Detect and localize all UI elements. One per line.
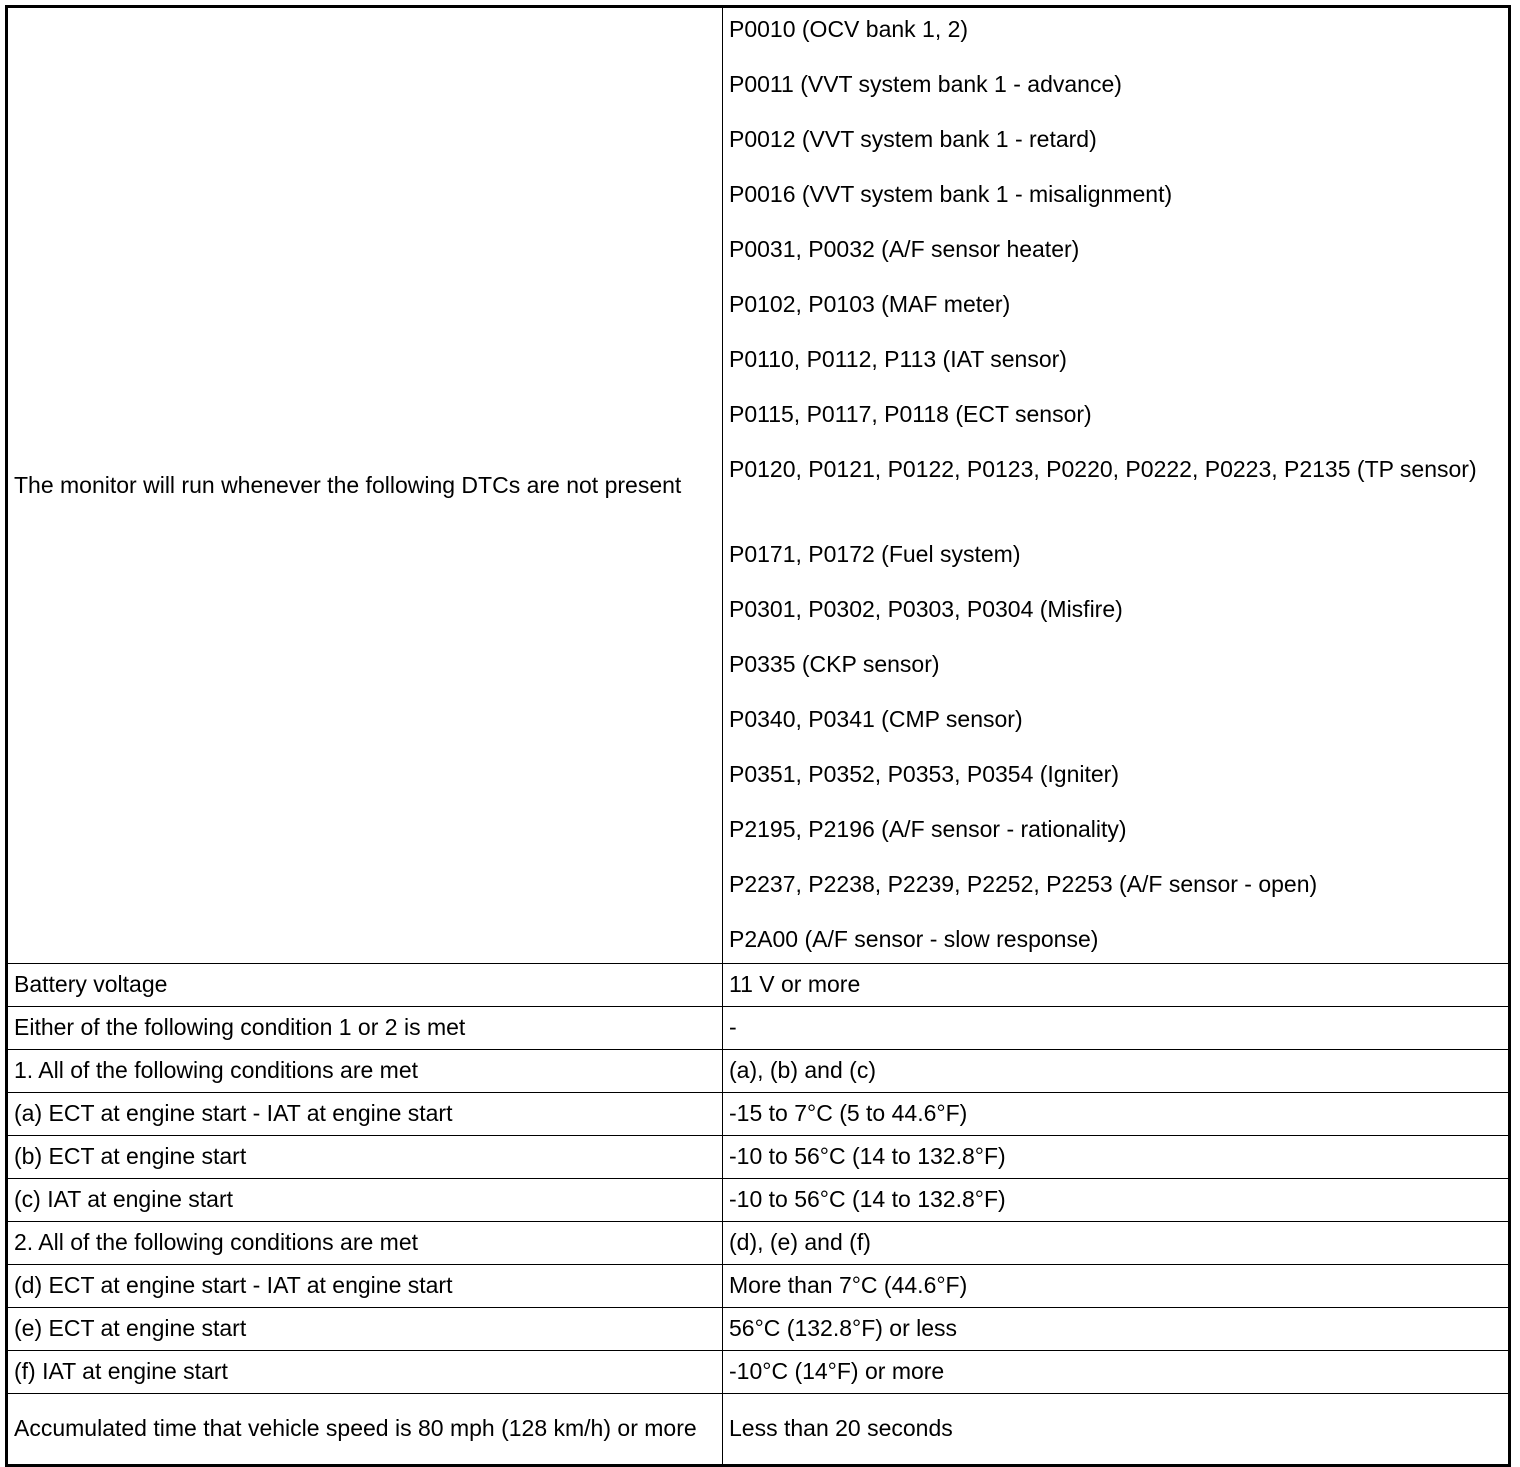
- table-row: [7, 1093, 1510, 1136]
- monitor-conditions-table: [5, 5, 1511, 1467]
- dtc-item: P0301, P0302, P0303, P0304 (Misfire): [729, 596, 1123, 622]
- condition-value: -10 to 56°C (14 to 132.8°F): [723, 1179, 1510, 1222]
- condition-value: 11 V or more: [723, 964, 1510, 1007]
- dtc-item: P0102, P0103 (MAF meter): [729, 291, 1011, 317]
- condition-value: Less than 20 seconds: [723, 1394, 1510, 1466]
- dtc-list: [729, 8, 1502, 963]
- condition-label: (d) ECT at engine start - IAT at engine start: [7, 1265, 723, 1308]
- condition-label: (b) ECT at engine start: [7, 1136, 723, 1179]
- condition-value: (a), (b) and (c): [723, 1050, 1510, 1093]
- condition-label: 2. All of the following conditions are met: [7, 1222, 723, 1265]
- dtc-item: P0351, P0352, P0353, P0354 (Igniter): [729, 761, 1120, 787]
- dtc-item: P0010 (OCV bank 1, 2): [729, 16, 969, 42]
- table-row: [7, 964, 1510, 1007]
- condition-value: -15 to 7°C (5 to 44.6°F): [723, 1093, 1510, 1136]
- dtc-list-cell: [723, 7, 1510, 964]
- condition-label: Accumulated time that vehicle speed is 80 mph (128 km/h) or more: [7, 1394, 723, 1466]
- condition-value: (d), (e) and (f): [723, 1222, 1510, 1265]
- dtc-item: P0115, P0117, P0118 (ECT sensor): [729, 401, 1092, 427]
- dtc-item: P0016 (VVT system bank 1 - misalignment): [729, 181, 1173, 207]
- table-row: [7, 1007, 1510, 1050]
- condition-label: Battery voltage: [7, 964, 723, 1007]
- table-row: [7, 7, 1510, 964]
- dtc-item: P0012 (VVT system bank 1 - retard): [729, 126, 1097, 152]
- dtc-item: P0031, P0032 (A/F sensor heater): [729, 236, 1080, 262]
- dtc-item: P0120, P0121, P0122, P0123, P0220, P0222, P0223, P2135 (TP sensor): [729, 456, 1477, 482]
- dtc-item: P0171, P0172 (Fuel system): [729, 541, 1021, 567]
- dtc-item: P0011 (VVT system bank 1 - advance): [729, 71, 1122, 97]
- condition-value: -10°C (14°F) or more: [723, 1351, 1510, 1394]
- condition-value: More than 7°C (44.6°F): [723, 1265, 1510, 1308]
- condition-label: (c) IAT at engine start: [7, 1179, 723, 1222]
- condition-value: -10 to 56°C (14 to 132.8°F): [723, 1136, 1510, 1179]
- condition-label: (e) ECT at engine start: [7, 1308, 723, 1351]
- dtc-item: P2237, P2238, P2239, P2252, P2253 (A/F sensor - open): [729, 871, 1318, 897]
- table-row: [7, 1265, 1510, 1308]
- condition-value: 56°C (132.8°F) or less: [723, 1308, 1510, 1351]
- condition-label: 1. All of the following conditions are met: [7, 1050, 723, 1093]
- condition-label: The monitor will run whenever the following DTCs are not present: [7, 7, 723, 964]
- dtc-item: P0335 (CKP sensor): [729, 651, 940, 677]
- table-row: [7, 1050, 1510, 1093]
- table-row: [7, 1222, 1510, 1265]
- dtc-item: P0110, P0112, P113 (IAT sensor): [729, 346, 1067, 372]
- dtc-item: P2195, P2196 (A/F sensor - rationality): [729, 816, 1127, 842]
- condition-value: -: [723, 1007, 1510, 1050]
- condition-label: (f) IAT at engine start: [7, 1351, 723, 1394]
- condition-label: Either of the following condition 1 or 2 is met: [7, 1007, 723, 1050]
- table-row: [7, 1179, 1510, 1222]
- table-row: [7, 1308, 1510, 1351]
- condition-label: (a) ECT at engine start - IAT at engine start: [7, 1093, 723, 1136]
- table-row: [7, 1394, 1510, 1466]
- table-row: [7, 1136, 1510, 1179]
- dtc-item: P0340, P0341 (CMP sensor): [729, 706, 1023, 732]
- dtc-item: P2A00 (A/F sensor - slow response): [729, 926, 1099, 952]
- table-row: [7, 1351, 1510, 1394]
